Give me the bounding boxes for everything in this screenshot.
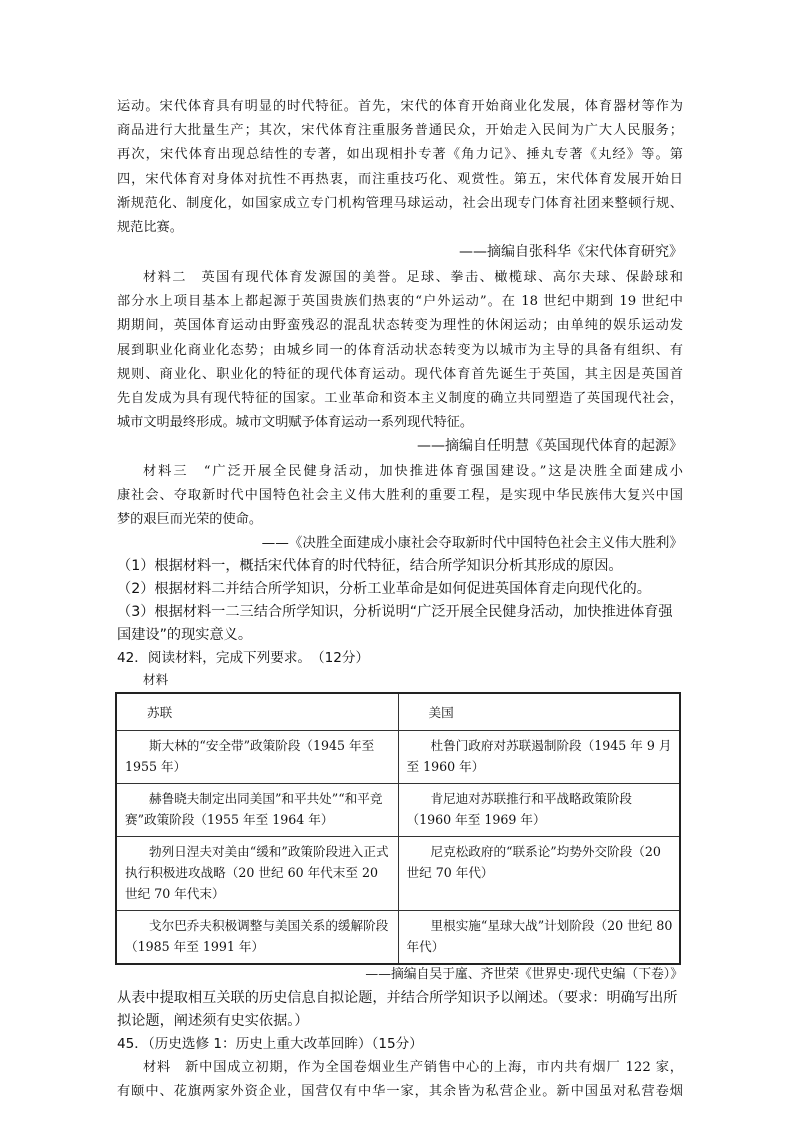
material2-line: 规则、商业化、职业化的特征的现代体育运动。现代体育首先诞生于英国，其主因是英国首	[117, 367, 683, 382]
question-45-title: 45．（历史选修 1：历史上重大改革回眸）（15分）	[117, 1036, 423, 1052]
table-row	[116, 731, 680, 784]
table-cell-soviet: 勃列日涅夫对美由“缓和”政策阶段进入正式执行积极进攻战略（20 世纪 60 年代末至 20 世纪 70 年代末）	[116, 837, 398, 911]
table-cell-us: 里根实施“星球大战”计划阶段（20 世纪 80 年代）	[398, 911, 680, 964]
table-cell-us: 肯尼迪对苏联推行和平战略政策阶段（1960 年至 1969 年）	[398, 784, 680, 837]
material3-line: 梦的艰巨而光荣的使命。	[117, 512, 263, 527]
question-41-3: （3）根据材料一二三结合所学知识，分析说明“广泛开展全民健身活动，加快推进体育强	[117, 604, 673, 620]
table-row	[116, 784, 680, 837]
table-header-us: 美国	[398, 693, 680, 731]
soviet-us-policy-table	[115, 692, 681, 965]
material2-line: 期期间，英国体育运动由野蛮残忍的混乱状态转变为理性的休闲运动；由单纯的娱乐运动发	[117, 318, 683, 333]
material2-line: 城市文明最终形成。城市文明赋予体育运动一系列现代特征。	[117, 415, 474, 430]
material2-line: 展到职业化商业化态势；由城乡同一的体育活动状态转变为以城市为主导的具备有组织、有	[117, 343, 683, 358]
question-41-3-cont: 国建设”的现实意义。	[117, 627, 253, 643]
table-cell-soviet: 戈尔巴乔夫积极调整与美国关系的缓解阶段（1985 年至 1991 年）	[116, 911, 398, 964]
table-cell-soviet: 赫鲁晓夫制定出同美国”和平共处”“和平竞赛”政策阶段（1955 年至 1964 年）	[116, 784, 398, 837]
question-41-2: （2）根据材料二并结合所学知识，分析工业革命是如何促进英国体育走向现代化的。	[117, 581, 651, 597]
question-42-instruction: 从表中提取相互关联的历史信息自拟论题，并结合所学知识予以阐述。（要求：明确写出所	[117, 990, 678, 1006]
table-row	[116, 911, 680, 964]
question-42-title: 42．阅读材料，完成下列要求。 （12分）	[117, 650, 370, 666]
table-cell-us: 尼克松政府的“联系论”均势外交阶段（20 世纪 70 年代）	[398, 837, 680, 911]
question-45-material-line: 材料 新中国成立初期，作为全国卷烟业生产销售中心的上海，市内共有烟厂 122 家，	[143, 1060, 683, 1075]
source-3: ——《决胜全面建成小康社会夺取新时代中国特色社会主义伟大胜利》	[261, 535, 683, 551]
material3-line: 材料三 “广泛开展全民健身活动，加快推进体育强国建设。”这是决胜全面建成小	[143, 464, 683, 479]
material1-line: 运动。宋代体育具有明显的时代特征。首先，宋代的体育开始商业化发展，体育器材等作为	[117, 99, 683, 114]
table-source: ——摘编自吴于廑、齐世荣《世界史·现代史编（下卷）》	[365, 967, 683, 982]
material2-line: 部分水上项目基本上都起源于英国贵族们热衷的“户外运动”。在 18 世纪中期到 19 世纪中	[117, 294, 683, 309]
material3-line: 康社会、夺取新时代中国特色社会主义伟大胜利的重要工程，是实现中华民族伟大复兴中国	[117, 488, 683, 503]
question-42-instruction-cont: 拟论题，阐述须有史实依据。）	[117, 1013, 309, 1029]
material1-line: 渐规范化、制度化，如国家成立专门机构管理马球运动，社会出现专门体育社团来整顿行规、	[117, 196, 683, 211]
material-label: 材料	[143, 672, 169, 687]
material2-line: 材料二 英国有现代体育发源国的美誉。足球、拳击、橄榄球、高尔夫球、保龄球和	[143, 270, 683, 285]
material1-line: 规范比赛。	[117, 220, 183, 235]
material1-line: 四，宋代体育对身体对抗性不再热衷，而注重技巧化、观赏性。第五，宋代体育发展开始日	[117, 172, 683, 187]
material1-line: 商品进行大批量生产；其次，宋代体育注重服务普通民众，开始走入民间为广大人民服务；	[117, 123, 683, 138]
material2-line: 先自发成为具有现代特征的国家。工业革命和资本主义制度的确立共同塑造了英国现代社会，	[117, 391, 683, 406]
source-1: ——摘编自张科华《宋代体育研究》	[459, 244, 683, 260]
table-cell-us: 杜鲁门政府对苏联遏制阶段（1945 年 9 月至 1960 年）	[398, 731, 680, 784]
question-41-1: （1）根据材料一，概括宋代体育的时代特征，结合所学知识分析其形成的原因。	[117, 558, 623, 574]
source-2: ——摘编自任明慧《英国现代体育的起源》	[417, 438, 683, 454]
table-cell-soviet: 斯大林的“安全带”政策阶段（1945 年至 1955 年）	[116, 731, 398, 784]
table-row	[116, 837, 680, 911]
table-header-soviet: 苏联	[116, 693, 398, 731]
material1-line: 再次，宋代体育出现总结性的专著，如出现相扑专著《角力记》、捶丸专著《丸经》等。第	[117, 147, 683, 162]
question-45-material-line: 有颐中、花旗两家外资企业，国营仅有中华一家，其余皆为私营企业。新中国虽对私营卷烟	[117, 1084, 683, 1099]
